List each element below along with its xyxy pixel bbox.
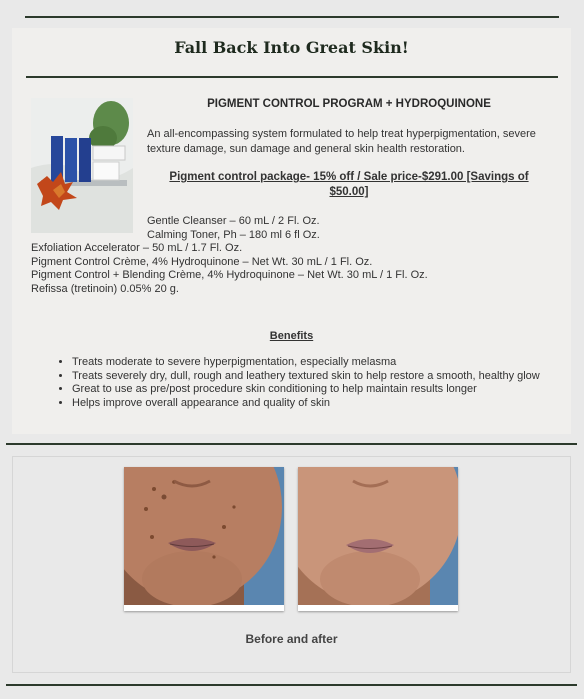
list-item: • Treats severely dry, dull, rough and leathery textured skin to help restore a smooth, healthy glow <box>72 370 540 384</box>
before-after-card <box>12 456 571 673</box>
list-item: Pigment Control Crème, 4% Hydroquinone – Net Wt. 30 mL / 1 Fl. Oz. <box>31 255 373 268</box>
list-item: Exfoliation Accelerator – 50 mL / 1.7 Fl. Oz. <box>31 242 243 254</box>
before-photo[interactable] <box>124 467 284 611</box>
list-item: • Treats moderate to severe hyperpigmentation, especially melasma <box>72 356 540 370</box>
top-divider <box>25 16 559 18</box>
product-item-list <box>31 215 428 296</box>
after-face-photo-icon <box>298 467 458 611</box>
headline-divider <box>26 76 558 78</box>
benefits-list <box>60 356 540 410</box>
gallery-caption: Before and after <box>245 632 338 646</box>
list-item: Pigment Control + Blending Crème, 4% Hydroquinone – Net Wt. 30 mL / 1 Fl. Oz. <box>31 269 428 281</box>
product-description: An all-encompassing system formulated to help treat hyperpigmentation, severe texture damage, sun damage and general skin health restoration. <box>147 128 536 155</box>
list-item: • Great to use as pre/post procedure skin conditioning to help maintain results longer <box>72 383 540 397</box>
product-bottles-photo-icon <box>31 98 133 233</box>
product-title: PIGMENT CONTROL PROGRAM + HYDROQUINONE <box>207 98 491 110</box>
list-item: Refissa (tretinoin) 0.05% 20 g. <box>31 282 179 295</box>
page-headline: Fall Back Into Great Skin! <box>174 38 409 57</box>
promo-link[interactable]: Pigment control package- 15% off / Sale price-$291.00 [Savings of $50.00] <box>169 171 529 198</box>
bottom-divider <box>6 684 577 686</box>
product-image[interactable] <box>31 98 133 233</box>
list-item: • Helps improve overall appearance and quality of skin <box>72 397 540 411</box>
benefits-title: Benefits <box>269 330 314 342</box>
promo-card <box>12 28 571 434</box>
before-face-photo-icon <box>124 467 284 611</box>
section-divider <box>6 443 577 445</box>
list-item: Calming Toner, Ph – 180 ml 6 fl Oz. <box>147 228 320 241</box>
after-photo[interactable] <box>298 467 458 611</box>
list-item: Gentle Cleanser – 60 mL / 2 Fl. Oz. <box>147 215 320 227</box>
